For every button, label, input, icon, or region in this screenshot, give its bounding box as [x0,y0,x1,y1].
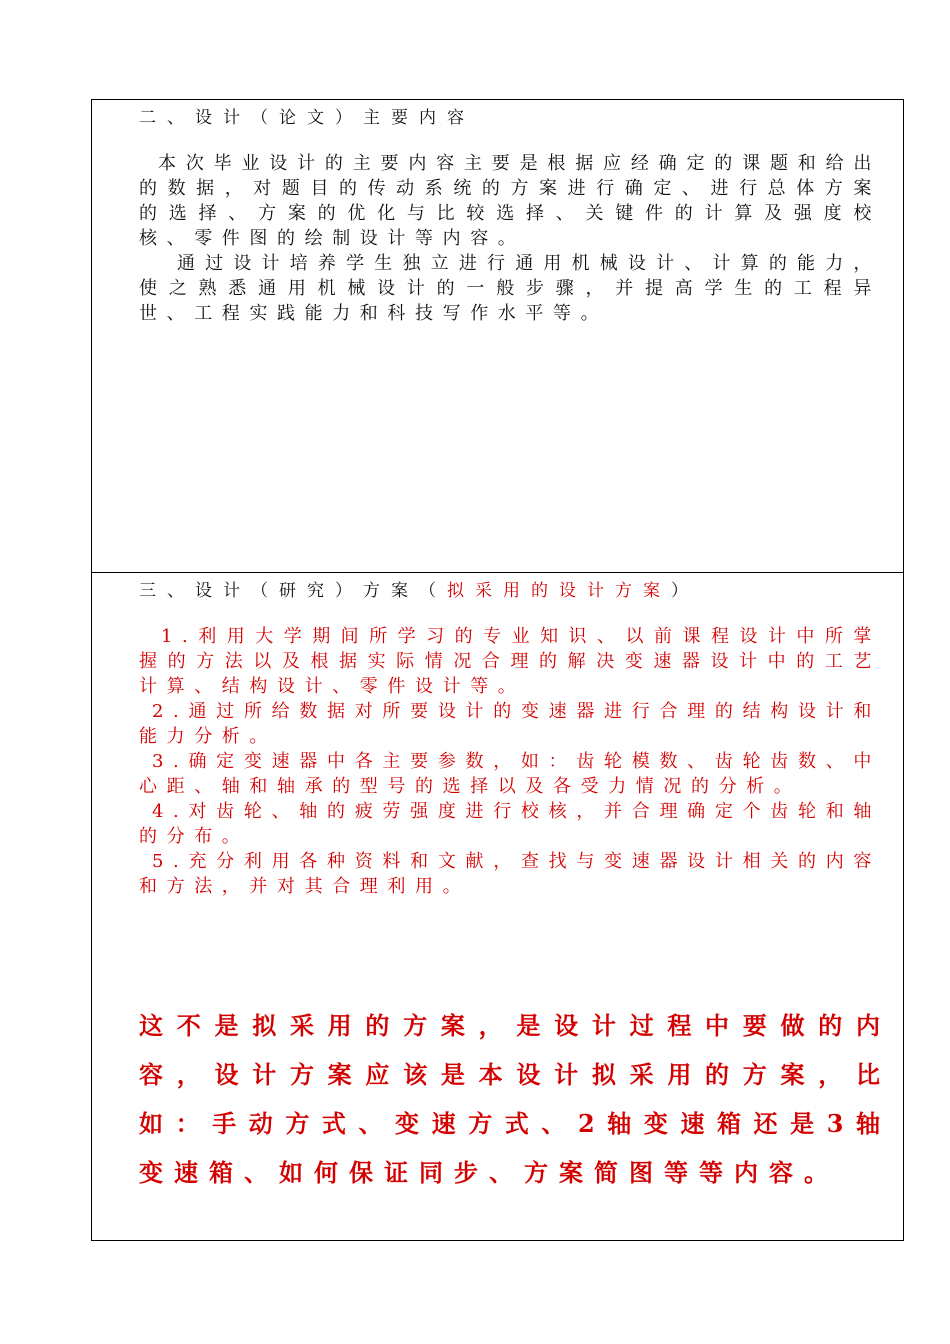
section2-heading: 二、设计（论文）主要内容 [139,108,475,128]
section2-paragraph-2: 通过设计培养学生独立进行通用机械设计、计算的能力，使之熟悉通用机械设计的一般步骤，并提高学生的工程异世、工程实践能力和科技写作水平等。 [139,253,881,324]
section2-body [139,151,881,326]
list-item: 2.通过所给数据对所要设计的变速器进行合理的结构设计和能力分析。 [139,701,881,747]
section-design-plan [91,572,904,1241]
list-item: 4.对齿轮、轴的疲劳强度进行校核，并合理确定个齿轮和轴的分布。 [139,801,881,847]
section2-paragraph-1: 本次毕业设计的主要内容主要是根据应经确定的课题和给出的数据，对题目的传动系统的方案进行确定、进行总体方案的选择、方案的优化与比较选择、关键件的计算及强度校核、零件图的绘制设计等内容。 [139,153,881,249]
section3-list [139,624,881,899]
list-item: 5.充分利用各种资料和文献，查找与变速器设计相关的内容和方法，并对其合理利用。 [139,851,881,897]
list-item: 1.利用大学期间所学习的专业知识、以前课程设计中所掌握的方法以及根据实际情况合理的解决变速器设计中的工艺计算、结构设计、零件设计等。 [139,626,881,697]
section3-heading-red: 拟采用的设计方案 [447,581,671,601]
review-annotation: 这不是拟采用的方案，是设计过程中要做的内容，设计方案应该是本设计拟采用的方案，比如：手动方式、变速方式、2轴变速箱还是3轴变速箱、如何保证同步、方案简图等等内容。 [139,1011,891,1187]
section3-heading [139,576,883,601]
section3-heading-suffix: ） [671,581,699,601]
section3-heading-prefix: 三、设计（研究）方案（ [139,581,447,601]
list-item: 3.确定变速器中各主要参数，如：齿轮模数、齿轮齿数、中心距、轴和轴承的型号的选择以及各受力情况的分析。 [139,751,881,797]
section-main-content [91,99,904,573]
